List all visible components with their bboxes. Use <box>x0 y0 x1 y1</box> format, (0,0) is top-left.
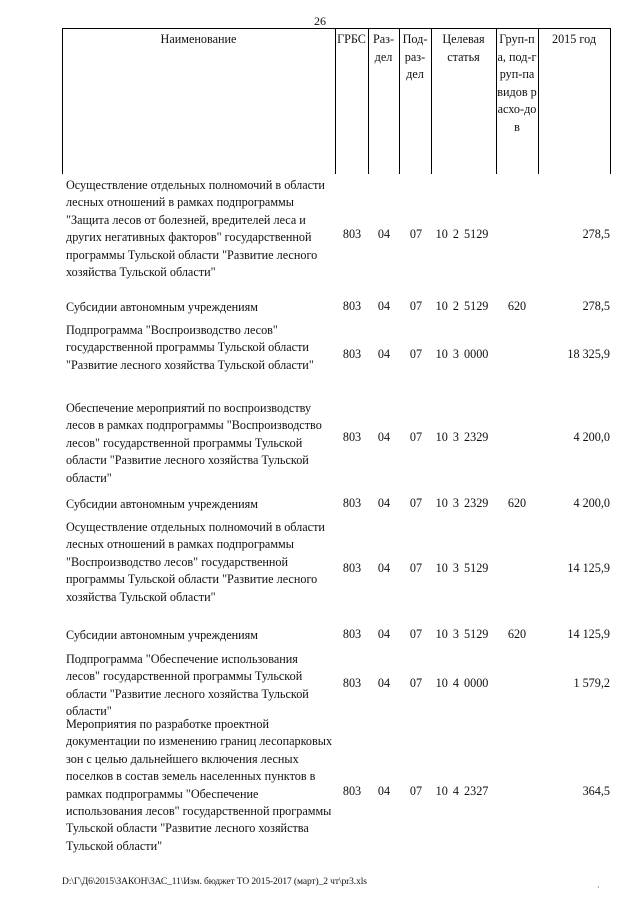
row-name: Мероприятия по разработке проектной документации по изменению границ лесопарковых зон с целью дальнейшего включения лесных поселков в состав земель населенных пунктов в рамках подпрограммы "Обеспечение использования лесов" государственной программы Тульской области "Развитие лесного хозяйства Тульской области" <box>66 717 333 853</box>
row-amount: 1 579,2 <box>573 676 610 690</box>
row-name: Субсидии автономным учреждениям <box>66 628 258 642</box>
header-grbs: ГРБС <box>337 32 366 46</box>
row-vid: 620 <box>507 496 527 510</box>
row-vid: 620 <box>507 299 527 313</box>
header-year: 2015 год <box>551 32 597 46</box>
row-razdel: 04 <box>377 496 391 510</box>
row-target: 10 2 5129 <box>435 299 489 313</box>
row-name: Осуществление отдельных полномочий в области лесных отношений в рамках подпрограммы "Воспроизводство лесов" государственной программы Тульской области "Развитие лесного хозяйства Тульской области" <box>66 520 325 604</box>
header-vid: Груп-па, под-груп-па видов расхо-дов <box>497 32 537 134</box>
row-grbs: 803 <box>342 347 362 361</box>
row-target: 10 3 2329 <box>435 430 489 444</box>
row-razdel: 04 <box>377 299 391 313</box>
row-razdel: 04 <box>377 561 391 575</box>
row-razdel: 04 <box>377 347 391 361</box>
row-podrazdel: 07 <box>409 561 423 575</box>
row-name: Подпрограмма "Воспроизводство лесов" государственной программы Тульской области "Развитие лесного хозяйства Тульской области" <box>66 323 314 372</box>
row-vid: 620 <box>507 627 527 641</box>
header-border-left <box>62 28 63 174</box>
row-amount: 4 200,0 <box>573 496 610 510</box>
row-amount: 4 200,0 <box>573 430 610 444</box>
table-header <box>62 28 611 174</box>
row-grbs: 803 <box>342 784 362 798</box>
row-grbs: 803 <box>342 227 362 241</box>
header-divider <box>538 28 539 174</box>
row-razdel: 04 <box>377 227 391 241</box>
row-target: 10 4 2327 <box>435 784 489 798</box>
row-amount: 14 125,9 <box>567 561 610 575</box>
row-podrazdel: 07 <box>409 299 423 313</box>
row-podrazdel: 07 <box>409 676 423 690</box>
row-razdel: 04 <box>377 430 391 444</box>
row-name: Обеспечение мероприятий по воспроизводству лесов в рамках подпрограммы "Воспроизводство лесов" государственной программы Тульской области "Развитие лесного хозяйства Тульской области" <box>66 401 322 485</box>
header-razdel: Раз-дел <box>372 32 395 64</box>
row-grbs: 803 <box>342 561 362 575</box>
row-amount: 364,5 <box>582 784 610 798</box>
row-podrazdel: 07 <box>409 347 423 361</box>
row-target: 10 4 0000 <box>435 676 489 690</box>
row-amount: 278,5 <box>582 299 610 313</box>
row-target: 10 2 5129 <box>435 227 489 241</box>
scan-mark: · <box>597 883 600 892</box>
header-border-right <box>610 28 611 174</box>
row-razdel: 04 <box>377 627 391 641</box>
header-name: Наименование <box>160 32 237 46</box>
row-razdel: 04 <box>377 784 391 798</box>
header-target: Целевая статья <box>442 32 485 64</box>
row-target: 10 3 5129 <box>435 627 489 641</box>
row-target: 10 3 2329 <box>435 496 489 510</box>
row-amount: 14 125,9 <box>567 627 610 641</box>
row-name: Подпрограмма "Обеспечение использования лесов" государственной программы Тульской области "Развитие лесного хозяйства Тульской области" <box>66 652 309 719</box>
row-razdel: 04 <box>377 676 391 690</box>
header-divider <box>335 28 336 174</box>
header-top-border <box>62 28 611 29</box>
row-podrazdel: 07 <box>409 430 423 444</box>
row-grbs: 803 <box>342 496 362 510</box>
row-name: Субсидии автономным учреждениям <box>66 300 258 314</box>
row-podrazdel: 07 <box>409 496 423 510</box>
row-podrazdel: 07 <box>409 784 423 798</box>
row-grbs: 803 <box>342 627 362 641</box>
row-amount: 18 325,9 <box>567 347 610 361</box>
row-podrazdel: 07 <box>409 227 423 241</box>
row-name: Субсидии автономным учреждениям <box>66 497 258 511</box>
file-path-footer: D:\Г\Д6\2015\ЗАКОН\ЗАС_11\Изм. бюджет ТО 2015-2017 (март)_2 чт\pr3.xls <box>62 877 367 887</box>
row-grbs: 803 <box>342 676 362 690</box>
header-podrazdel: Под-раз-дел <box>402 32 428 81</box>
row-name: Осуществление отдельных полномочий в области лесных отношений в рамках подпрограммы "Защита лесов от болезней, вредителей леса и других негативных факторов" государственной программы Тульской области "Развитие лесного хозяйства Тульской области" <box>66 178 325 280</box>
row-grbs: 803 <box>342 299 362 313</box>
row-target: 10 3 5129 <box>435 561 489 575</box>
page-number: 26 <box>314 14 326 28</box>
row-target: 10 3 0000 <box>435 347 489 361</box>
row-amount: 278,5 <box>582 227 610 241</box>
row-grbs: 803 <box>342 430 362 444</box>
row-podrazdel: 07 <box>409 627 423 641</box>
